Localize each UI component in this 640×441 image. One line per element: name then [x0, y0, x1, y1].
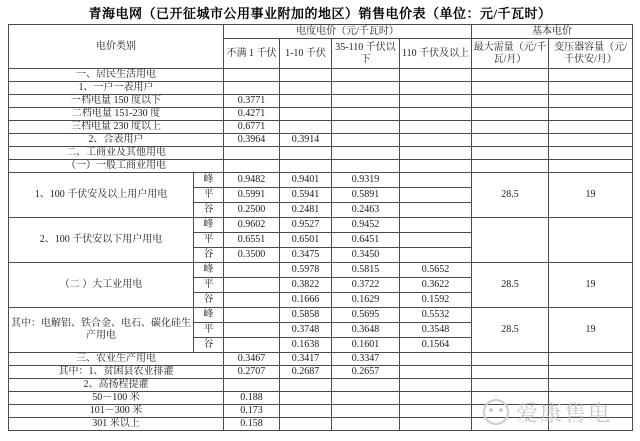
header-max-demand: 最大需量（元/千瓦/月）: [472, 39, 549, 69]
label-cell: 1、100 千伏安及以上用户用电: [9, 173, 194, 218]
empty-cell: [224, 263, 280, 278]
period-cell: 峰: [194, 308, 224, 323]
period-cell: 平: [194, 188, 224, 203]
empty-cell: [224, 147, 280, 160]
empty-cell: [472, 82, 549, 95]
empty-cell: [224, 323, 280, 338]
header-35-110kv: 35-110 千伏以下: [332, 39, 400, 69]
price-cell: 0.9527: [280, 218, 332, 233]
empty-cell: [400, 418, 472, 431]
price-cell: 0.3964: [224, 134, 280, 147]
empty-cell: [472, 366, 549, 379]
empty-cell: [280, 418, 332, 431]
row-gc-above-100kva-peak: [9, 173, 633, 188]
empty-cell: [280, 69, 332, 82]
empty-cell: [280, 121, 332, 134]
header-transformer-capacity: 变压器容量（元/千伏安/月）: [549, 39, 633, 69]
row-agriculture-section: [9, 353, 633, 366]
empty-cell: [224, 278, 280, 293]
empty-cell: [280, 82, 332, 95]
empty-cell: [400, 108, 472, 121]
label-cell: 301 米以上: [9, 418, 224, 431]
period-cell: 峰: [194, 173, 224, 188]
row-general-commercial-section: [9, 160, 633, 173]
row-tier3: [9, 121, 633, 134]
price-cell: 0.2481: [280, 203, 332, 218]
price-cell: 0.1638: [280, 338, 332, 353]
row-residential-section: [9, 69, 633, 82]
empty-cell: [472, 160, 549, 173]
row-large-industry-peak: [9, 263, 633, 278]
price-cell: 0.1666: [280, 293, 332, 308]
row-high-lift-pumping: [9, 379, 633, 392]
label-cell: 一档电量 150 度以下: [9, 95, 224, 108]
row-tier2: [9, 108, 633, 121]
empty-cell: [224, 82, 280, 95]
price-cell: 0.5978: [280, 263, 332, 278]
empty-cell: [549, 160, 633, 173]
empty-cell: [400, 379, 472, 392]
label-cell: 其中：电解铝、铁合金、电石、碳化硅生产用电: [9, 308, 194, 353]
empty-cell: [332, 82, 400, 95]
empty-cell: [400, 203, 472, 218]
empty-cell: [332, 134, 400, 147]
empty-cell: [332, 418, 400, 431]
price-cell: 0.188: [224, 392, 280, 405]
empty-cell: [400, 121, 472, 134]
price-cell: 0.5941: [280, 188, 332, 203]
empty-cell: [472, 147, 549, 160]
empty-cell: [224, 160, 280, 173]
empty-cell: [400, 188, 472, 203]
row-poor-county-irrigation: [9, 366, 633, 379]
empty-cell: [400, 147, 472, 160]
price-cell: 0.9401: [280, 173, 332, 188]
price-cell: 0.5532: [400, 308, 472, 323]
empty-cell: [400, 218, 472, 233]
empty-cell: [400, 392, 472, 405]
empty-cell: [472, 121, 549, 134]
empty-cell: [472, 108, 549, 121]
empty-cell: [400, 353, 472, 366]
price-cell: 0.2707: [224, 366, 280, 379]
price-cell: 0.3722: [332, 278, 400, 293]
label-cell: 三档电量 230 度以上: [9, 121, 224, 134]
period-cell: 峰: [194, 218, 224, 233]
price-cell: 0.158: [224, 418, 280, 431]
empty-cell: [332, 69, 400, 82]
empty-cell: [549, 379, 633, 392]
label-cell: 二、工商业及其他用电: [9, 147, 224, 160]
empty-cell: [280, 379, 332, 392]
empty-cell: [224, 308, 280, 323]
capacity-cell: 19: [549, 308, 633, 353]
label-cell: 三、农业生产用电: [9, 353, 224, 366]
price-cell: 0.3622: [400, 278, 472, 293]
empty-cell: [400, 160, 472, 173]
empty-cell: [472, 218, 549, 263]
row-single-meter: [9, 82, 633, 95]
price-cell: 0.9319: [332, 173, 400, 188]
empty-cell: [472, 379, 549, 392]
empty-cell: [332, 95, 400, 108]
empty-cell: [472, 69, 549, 82]
price-cell: 0.3500: [224, 248, 280, 263]
label-cell: （二 ）大工业用电: [9, 263, 194, 308]
empty-cell: [332, 405, 400, 418]
empty-cell: [472, 418, 549, 431]
price-cell: 0.3648: [332, 323, 400, 338]
empty-cell: [400, 69, 472, 82]
empty-cell: [400, 405, 472, 418]
row-lift-101-300: [9, 405, 633, 418]
price-cell: 0.5652: [400, 263, 472, 278]
empty-cell: [400, 134, 472, 147]
empty-cell: [332, 379, 400, 392]
empty-cell: [280, 392, 332, 405]
price-cell: 0.5991: [224, 188, 280, 203]
capacity-cell: 19: [549, 173, 633, 218]
price-cell: 0.3771: [224, 95, 280, 108]
row-lift-50-100: [9, 392, 633, 405]
empty-cell: [400, 233, 472, 248]
row-commercial-section: [9, 147, 633, 160]
empty-cell: [400, 173, 472, 188]
empty-cell: [332, 392, 400, 405]
empty-cell: [280, 108, 332, 121]
price-cell: 0.1629: [332, 293, 400, 308]
header-energy-price-group: 电度电价（元/千瓦时）: [224, 25, 472, 39]
header-110kv-up: 110 千伏及以上: [400, 39, 472, 69]
empty-cell: [332, 160, 400, 173]
price-cell: 0.6771: [224, 121, 280, 134]
label-cell: 50－100 米: [9, 392, 224, 405]
header-1-10kv: 1-10 千伏: [280, 39, 332, 69]
price-cell: 0.173: [224, 405, 280, 418]
period-cell: 平: [194, 233, 224, 248]
empty-cell: [400, 248, 472, 263]
page-title: 青海电网（已开征城市公用事业附加的地区）销售电价表（单位：元/千瓦时）: [88, 6, 552, 21]
demand-cell: 28.5: [472, 173, 549, 218]
price-cell: 0.9452: [332, 218, 400, 233]
price-cell: 0.2687: [280, 366, 332, 379]
price-cell: 0.5815: [332, 263, 400, 278]
label-cell: 101－300 米: [9, 405, 224, 418]
row-electrolytic-peak: [9, 308, 633, 323]
price-cell: 0.5695: [332, 308, 400, 323]
empty-cell: [224, 379, 280, 392]
label-cell: 1、一户一表用户: [9, 82, 224, 95]
header-under-1kv: 不满 1 千伏: [224, 39, 280, 69]
empty-cell: [472, 392, 549, 405]
header-row-groups: [9, 25, 633, 39]
label-cell: （一）一般工商业用电: [9, 160, 224, 173]
empty-cell: [472, 405, 549, 418]
price-cell: 0.2463: [332, 203, 400, 218]
price-cell: 0.5891: [332, 188, 400, 203]
watermark-text: 爱康售电: [516, 400, 613, 426]
empty-cell: [549, 353, 633, 366]
price-cell: 0.1564: [400, 338, 472, 353]
period-cell: 平: [194, 323, 224, 338]
price-cell: 0.2500: [224, 203, 280, 218]
empty-cell: [280, 405, 332, 418]
empty-cell: [549, 405, 633, 418]
empty-cell: [549, 418, 633, 431]
empty-cell: [332, 147, 400, 160]
price-cell: 0.3467: [224, 353, 280, 366]
period-cell: 峰: [194, 263, 224, 278]
empty-cell: [549, 134, 633, 147]
empty-cell: [400, 366, 472, 379]
label-cell: 其中：1、贫困县农业排灌: [9, 366, 224, 379]
price-cell: 0.1601: [332, 338, 400, 353]
price-cell: 0.3450: [332, 248, 400, 263]
empty-cell: [549, 69, 633, 82]
empty-cell: [472, 134, 549, 147]
empty-cell: [472, 353, 549, 366]
period-cell: 谷: [194, 338, 224, 353]
empty-cell: [549, 392, 633, 405]
price-cell: 0.9482: [224, 173, 280, 188]
empty-cell: [549, 108, 633, 121]
header-basic-price-group: 基本电价: [472, 25, 633, 39]
empty-cell: [472, 95, 549, 108]
price-cell: 0.6501: [280, 233, 332, 248]
empty-cell: [224, 338, 280, 353]
period-cell: 谷: [194, 203, 224, 218]
demand-cell: 28.5: [472, 308, 549, 353]
price-cell: 0.5858: [280, 308, 332, 323]
empty-cell: [549, 218, 633, 263]
label-cell: 2、高扬程提灌: [9, 379, 224, 392]
empty-cell: [280, 147, 332, 160]
period-cell: 谷: [194, 293, 224, 308]
empty-cell: [400, 95, 472, 108]
price-cell: 0.2657: [332, 366, 400, 379]
label-cell: 一、居民生活用电: [9, 69, 224, 82]
capacity-cell: 19: [549, 263, 633, 308]
tariff-table: [8, 24, 633, 431]
empty-cell: [332, 121, 400, 134]
price-cell: 0.4271: [224, 108, 280, 121]
empty-cell: [280, 95, 332, 108]
price-cell: 0.9602: [224, 218, 280, 233]
row-tier1: [9, 95, 633, 108]
empty-cell: [549, 82, 633, 95]
price-cell: 0.3748: [280, 323, 332, 338]
header-category: 电价类别: [9, 25, 224, 69]
price-cell: 0.3548: [400, 323, 472, 338]
empty-cell: [224, 293, 280, 308]
price-cell: 0.6451: [332, 233, 400, 248]
empty-cell: [549, 147, 633, 160]
period-cell: 谷: [194, 248, 224, 263]
label-cell: 2、100 千伏安以下用户用电: [9, 218, 194, 263]
price-cell: 0.3417: [280, 353, 332, 366]
price-cell: 0.3347: [332, 353, 400, 366]
row-lift-301-up: [9, 418, 633, 431]
row-combined-meter: [9, 134, 633, 147]
price-cell: 0.3822: [280, 278, 332, 293]
empty-cell: [549, 366, 633, 379]
period-cell: 平: [194, 278, 224, 293]
empty-cell: [549, 95, 633, 108]
price-cell: 0.6551: [224, 233, 280, 248]
price-cell: 0.3914: [280, 134, 332, 147]
label-cell: 2、合表用户: [9, 134, 224, 147]
empty-cell: [224, 69, 280, 82]
empty-cell: [280, 160, 332, 173]
row-gc-below-100kva-peak: [9, 218, 633, 233]
empty-cell: [549, 121, 633, 134]
price-cell: 0.1592: [400, 293, 472, 308]
label-cell: 二档电量 151-230 度: [9, 108, 224, 121]
empty-cell: [332, 108, 400, 121]
demand-cell: 28.5: [472, 263, 549, 308]
price-cell: 0.3475: [280, 248, 332, 263]
empty-cell: [400, 82, 472, 95]
